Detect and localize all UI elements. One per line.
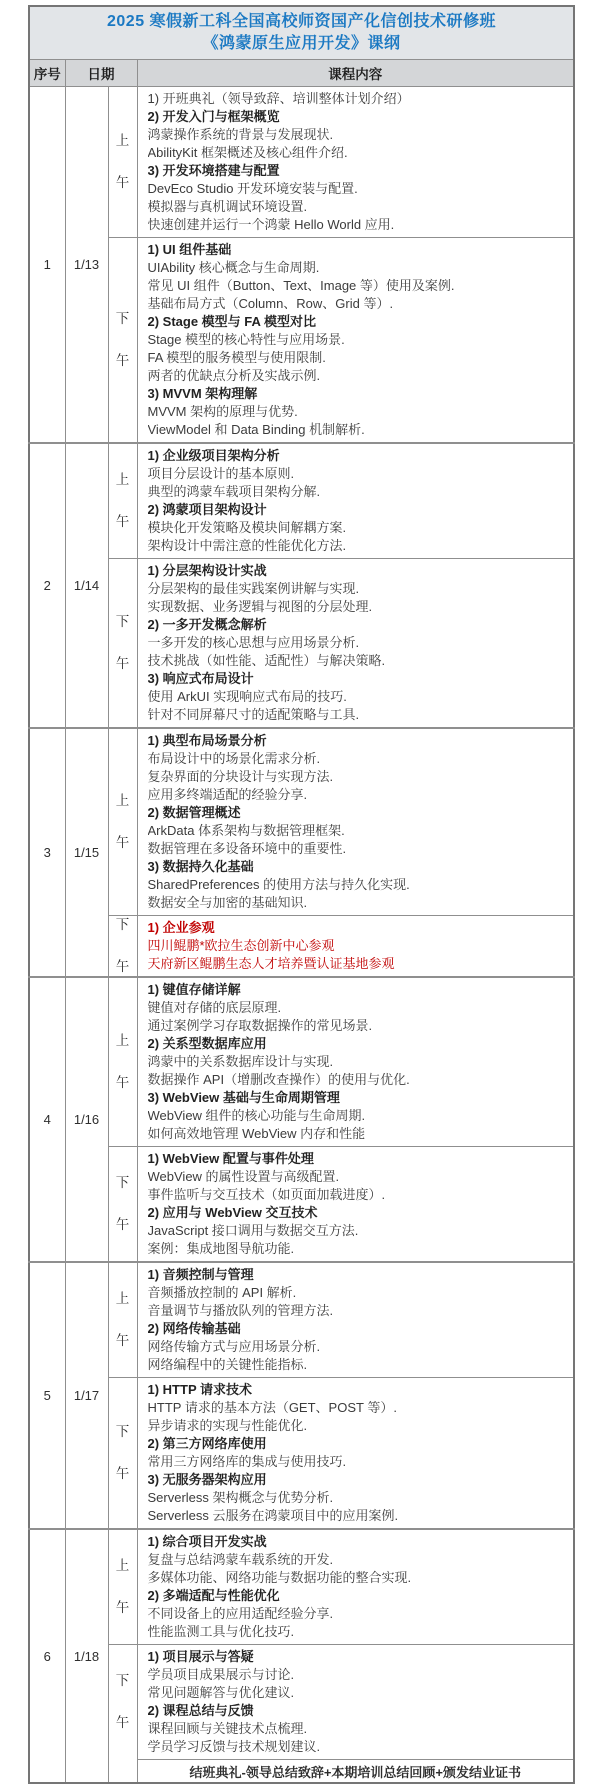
ampm-char: 午: [115, 353, 130, 368]
pm-content-cell: [137, 1378, 574, 1530]
course-line: 架构设计中需注意的性能优化方法.: [147, 538, 347, 553]
ampm-char: 下: [115, 1424, 130, 1439]
course-line: ArkData 体系架构与数据管理框架.: [147, 823, 345, 838]
course-line: 2) 关系型数据库应用: [147, 1036, 267, 1051]
course-line: 2) 网络传输基础: [147, 1321, 241, 1336]
serial-number: 6: [29, 1529, 65, 1783]
course-line: 两者的优缺点分析及实战示例.: [147, 368, 321, 383]
course-line: 2) 应用与 WebView 交互技术: [147, 1205, 318, 1220]
course-line: 异步请求的实现与性能优化.: [147, 1418, 308, 1433]
date-value: 1/16: [65, 977, 108, 1262]
course-line: 常见问题解答与优化建议.: [147, 1685, 295, 1700]
am-label: [108, 977, 137, 1147]
am-content-cell: [137, 728, 574, 916]
ampm-char: 午: [115, 1217, 130, 1232]
am-label: [108, 1262, 137, 1378]
ampm-char: 上: [115, 1033, 130, 1048]
ampm-char: 下: [115, 311, 130, 326]
header-content: 课程内容: [137, 60, 574, 87]
day-5-am-row: [29, 1262, 574, 1378]
course-line: 网络编程中的关键性能指标.: [147, 1357, 308, 1372]
course-line: 2) 鸿蒙项目架构设计: [147, 502, 267, 517]
schedule-body: [29, 87, 574, 1784]
course-line: 复盘与总结鸿蒙车载系统的开发.: [147, 1552, 334, 1567]
ampm-char: 上: [115, 1291, 130, 1306]
ampm-char: 午: [115, 1333, 130, 1348]
am-label: [108, 1529, 137, 1645]
course-line: 应用多终端适配的经验分享.: [147, 787, 308, 802]
course-line: 数据操作 API（增删改查操作）的使用与优化.: [147, 1072, 410, 1087]
course-line: 3) 响应式布局设计: [147, 671, 254, 686]
course-line: 使用 ArkUI 实现响应式布局的技巧.: [147, 689, 347, 704]
day-1-am-row: [29, 87, 574, 238]
course-line: 2) 开发入门与框架概览: [147, 109, 280, 124]
pm-content-cell: [137, 238, 574, 444]
day-2-am-row: [29, 443, 574, 559]
course-line: 1) 项目展示与答疑: [147, 1649, 254, 1664]
serial-number: 4: [29, 977, 65, 1262]
column-header-row: [29, 60, 574, 87]
course-line: 音频播放控制的 API 解析.: [147, 1285, 297, 1300]
serial-number: 5: [29, 1262, 65, 1529]
course-line: 音量调节与播放队列的管理方法.: [147, 1303, 334, 1318]
course-line: 2) 一多开发概念解析: [147, 617, 267, 632]
am-label: [108, 87, 137, 238]
ampm-char: 上: [115, 1558, 130, 1573]
ampm-char: 午: [115, 959, 130, 974]
course-line: 基础布局方式（Column、Row、Grid 等）.: [147, 296, 394, 311]
course-line: 模拟器与真机调试环境设置.: [147, 199, 308, 214]
course-line: 不同设备上的应用适配经验分享.: [147, 1606, 334, 1621]
course-line: HTTP 请求的基本方法（GET、POST 等）.: [147, 1400, 397, 1415]
serial-number: 3: [29, 728, 65, 977]
course-line: 典型的鸿蒙车载项目架构分解.: [147, 484, 321, 499]
serial-number: 2: [29, 443, 65, 728]
course-line: MVVM 架构的原理与优势.: [147, 404, 298, 419]
course-line: 鸿蒙中的关系数据库设计与实现.: [147, 1054, 334, 1069]
ampm-char: 午: [115, 1466, 130, 1481]
ampm-char: 午: [115, 1600, 130, 1615]
ampm-char: 午: [115, 175, 130, 190]
course-line: 课程回顾与关键技术点梳理.: [147, 1721, 308, 1736]
course-line: 技术挑战（如性能、适配性）与解决策略.: [147, 653, 386, 668]
serial-number: 1: [29, 87, 65, 444]
course-line: 常见 UI 组件（Button、Text、Image 等）使用及案例.: [147, 278, 455, 293]
pm-content-cell: [137, 1645, 574, 1760]
course-line: JavaScript 接口调用与数据交互方法.: [147, 1223, 359, 1238]
course-line: 学员学习反馈与技术规划建议.: [147, 1739, 321, 1754]
day-5-pm-row: [29, 1378, 574, 1530]
course-line: UIAbility 核心概念与生命周期.: [147, 260, 320, 275]
course-line: 3) MVVM 架构理解: [147, 386, 258, 401]
course-line: 模块化开发策略及模块间解耦方案.: [147, 520, 347, 535]
course-line: 1) 开班典礼（领导致辞、培训整体计划介绍）: [147, 91, 410, 106]
closing-ceremony-row: [29, 1760, 574, 1784]
course-line: 多媒体功能、网络功能与数据功能的整合实现.: [147, 1570, 412, 1585]
pm-label: [108, 1645, 137, 1760]
course-line: 通过案例学习存取数据操作的常见场景.: [147, 1018, 373, 1033]
course-line: 如何高效地管理 WebView 内存和性能: [147, 1126, 366, 1141]
day-2-pm-row: [29, 559, 574, 729]
course-line: 针对不同屏幕尺寸的适配策略与工具.: [147, 707, 360, 722]
course-line: 1) 企业参观: [147, 920, 215, 935]
course-line: 1) HTTP 请求技术: [147, 1382, 252, 1397]
day-3-pm-row: [29, 916, 574, 978]
ampm-empty-cell: [108, 1760, 137, 1784]
course-line: 3) 数据持久化基础: [147, 859, 254, 874]
course-line: 1) 音频控制与管理: [147, 1267, 254, 1282]
course-line: 四川鲲鹏*欧拉生态创新中心参观: [147, 938, 335, 953]
course-line: 快速创建并运行一个鸿蒙 Hello World 应用.: [147, 217, 395, 232]
ampm-char: 午: [115, 514, 130, 529]
am-content-cell: [137, 1262, 574, 1378]
course-line: 复杂界面的分块设计与实现方法.: [147, 769, 334, 784]
am-content-cell: [137, 87, 574, 238]
day-4-pm-row: [29, 1147, 574, 1263]
day-6-am-row: [29, 1529, 574, 1645]
course-line: 性能监测工具与优化技巧.: [147, 1624, 295, 1639]
am-label: [108, 728, 137, 916]
ampm-char: 下: [115, 1175, 130, 1190]
course-line: 2) 数据管理概述: [147, 805, 241, 820]
course-line: 1) 典型布局场景分析: [147, 733, 267, 748]
course-line: 2) 第三方网络库使用: [147, 1436, 267, 1451]
page-title-line2: 《鸿蒙原生应用开发》课纲: [202, 35, 401, 52]
page-title-line1: 2025 寒假新工科全国高校师资国产化信创技术研修班: [107, 13, 497, 30]
pm-label: [108, 1378, 137, 1530]
course-line: 1) UI 组件基础: [147, 242, 232, 257]
course-line: AbilityKit 框架概述及核心组件介绍.: [147, 145, 348, 160]
course-line: 1) 键值存储详解: [147, 982, 241, 997]
course-line: Serverless 云服务在鸿蒙项目中的应用案例.: [147, 1508, 399, 1523]
course-line: SharedPreferences 的使用方法与持久化实现.: [147, 877, 410, 892]
pm-content-cell: [137, 916, 574, 978]
course-line: 3) 无服务器架构应用: [147, 1472, 267, 1487]
am-content-cell: [137, 977, 574, 1147]
course-line: 数据管理在多设备环境中的重要性.: [147, 841, 347, 856]
am-content-cell: [137, 1529, 574, 1645]
course-line: 布局设计中的场景化需求分析.: [147, 751, 321, 766]
course-line: 学员项目成果展示与讨论.: [147, 1667, 295, 1682]
course-line: 2) 多端适配与性能优化: [147, 1588, 280, 1603]
course-line: 常用三方网络库的集成与使用技巧.: [147, 1454, 347, 1469]
course-line: 1) 综合项目开发实战: [147, 1534, 267, 1549]
curriculum-table: [28, 5, 575, 1784]
course-line: 鸿蒙操作系统的背景与发展现状.: [147, 127, 334, 142]
course-line: 实现数据、业务逻辑与视图的分层处理.: [147, 599, 373, 614]
day-3-am-row: [29, 728, 574, 916]
day-1-pm-row: [29, 238, 574, 444]
pm-label: [108, 916, 137, 978]
ampm-char: 下: [115, 917, 130, 932]
ampm-char: 下: [115, 614, 130, 629]
ampm-char: 上: [115, 133, 130, 148]
course-line: FA 模型的服务模型与使用限制.: [147, 350, 326, 365]
course-line: 3) 开发环境搭建与配置: [147, 163, 280, 178]
date-value: 1/17: [65, 1262, 108, 1529]
ampm-char: 午: [115, 835, 130, 850]
course-line: ViewModel 和 Data Binding 机制解析.: [147, 422, 365, 437]
course-line: 1) WebView 配置与事件处理: [147, 1151, 314, 1166]
am-content-cell: [137, 443, 574, 559]
pm-content-cell: [137, 559, 574, 729]
pm-content-cell: [137, 1147, 574, 1263]
course-line: 1) 分层架构设计实战: [147, 563, 267, 578]
course-line: 事件监听与交互技术（如页面加载进度）.: [147, 1187, 386, 1202]
course-line: 分层架构的最佳实践案例讲解与实现.: [147, 581, 360, 596]
course-line: Stage 模型的核心特性与应用场景.: [147, 332, 345, 347]
header-date: 日期: [65, 60, 137, 87]
pm-label: [108, 1147, 137, 1263]
date-value: 1/18: [65, 1529, 108, 1783]
course-line: 3) WebView 基础与生命周期管理: [147, 1090, 340, 1105]
course-line: 2) Stage 模型与 FA 模型对比: [147, 314, 317, 329]
title-block: [29, 6, 574, 60]
course-line: 数据安全与加密的基础知识.: [147, 895, 308, 910]
course-line: Serverless 架构概念与优势分析.: [147, 1490, 334, 1505]
course-line: 案例：集成地图导航功能.: [147, 1241, 295, 1256]
ampm-char: 下: [115, 1673, 130, 1689]
date-value: 1/15: [65, 728, 108, 977]
title-row: [29, 6, 574, 60]
day-4-am-row: [29, 977, 574, 1147]
ampm-char: 午: [115, 656, 130, 671]
course-line: WebView 的属性设置与高级配置.: [147, 1169, 340, 1184]
pm-label: [108, 238, 137, 444]
date-value: 1/13: [65, 87, 108, 444]
am-label: [108, 443, 137, 559]
day-6-pm-row: [29, 1645, 574, 1760]
course-line: 天府新区鲲鹏生态人才培养暨认证基地参观: [147, 956, 395, 971]
course-line: 一多开发的核心思想与应用场景分析.: [147, 635, 360, 650]
header-serial: 序号: [29, 60, 65, 87]
course-line: 网络传输方式与应用场景分析.: [147, 1339, 321, 1354]
pm-label: [108, 559, 137, 729]
course-line: 项目分层设计的基本原则.: [147, 466, 295, 481]
course-line: 1) 企业级项目架构分析: [147, 448, 280, 463]
course-line: WebView 组件的核心功能与生命周期.: [147, 1108, 366, 1123]
course-line: 键值对存储的底层原理.: [147, 1000, 282, 1015]
curriculum-sheet: [28, 5, 575, 1784]
closing-ceremony-text: 结班典礼-领导总结致辞+本期培训总结回顾+颁发结业证书: [137, 1760, 574, 1784]
ampm-char: 午: [115, 1715, 130, 1731]
course-line: 2) 课程总结与反馈: [147, 1703, 254, 1718]
date-value: 1/14: [65, 443, 108, 728]
ampm-char: 上: [115, 472, 130, 487]
course-line: DevEco Studio 开发环境安装与配置.: [147, 181, 358, 196]
ampm-char: 上: [115, 793, 130, 808]
ampm-char: 午: [115, 1075, 130, 1090]
